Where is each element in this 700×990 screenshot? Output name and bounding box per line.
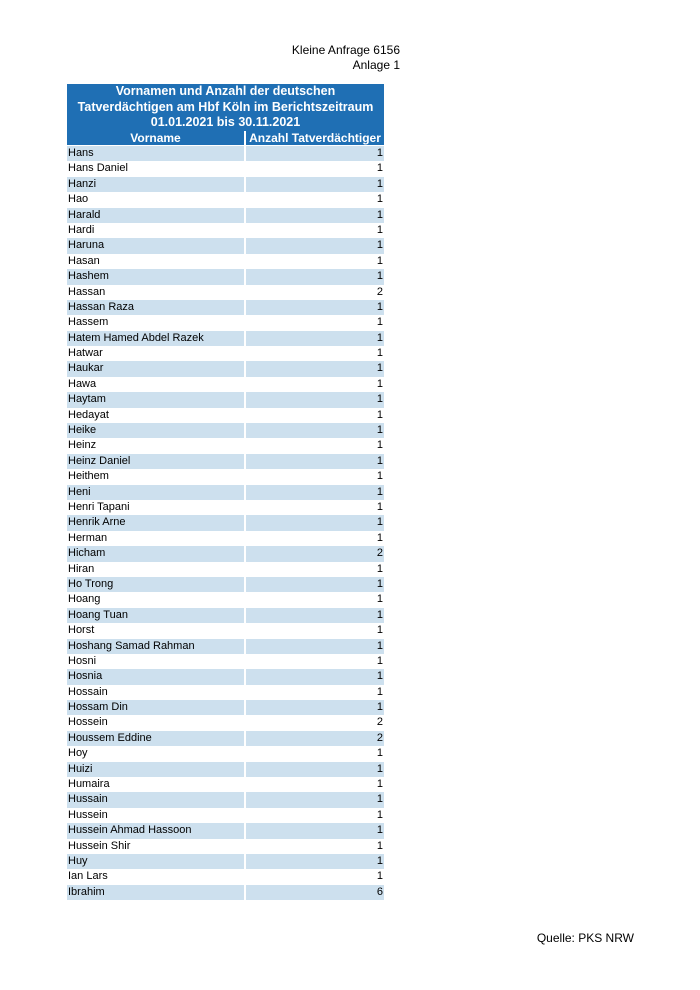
table-row bbox=[67, 346, 384, 361]
cell-first-name: Heithem bbox=[68, 470, 109, 483]
cell-suspect-count: 1 bbox=[376, 685, 383, 698]
table-header-row bbox=[67, 131, 384, 145]
table-row bbox=[67, 885, 384, 900]
cell-first-name: Hatem Hamed Abdel Razek bbox=[67, 331, 244, 346]
cell-first-name: Huizi bbox=[67, 762, 244, 777]
cell-suspect-count: 1 bbox=[246, 269, 384, 284]
cell-first-name: Hassem bbox=[68, 316, 109, 329]
cell-suspect-count: 1 bbox=[246, 669, 384, 684]
cell-suspect-count: 1 bbox=[376, 162, 383, 175]
cell-suspect-count: 1 bbox=[246, 854, 384, 869]
cell-first-name: Hossein bbox=[68, 716, 108, 729]
cell-suspect-count: 1 bbox=[246, 300, 384, 315]
table-row bbox=[67, 392, 384, 407]
cell-suspect-count: 1 bbox=[246, 454, 384, 469]
table-row bbox=[67, 562, 384, 577]
cell-suspect-count: 1 bbox=[376, 593, 383, 606]
table-row bbox=[67, 208, 384, 223]
cell-suspect-count: 1 bbox=[246, 177, 384, 192]
cell-suspect-count: 1 bbox=[376, 531, 383, 544]
table-row bbox=[67, 531, 384, 546]
table-body bbox=[67, 146, 384, 900]
cell-suspect-count: 1 bbox=[246, 485, 384, 500]
table-row bbox=[67, 654, 384, 669]
document-header bbox=[250, 43, 400, 73]
cell-first-name: Hussein bbox=[68, 808, 108, 821]
cell-suspect-count: 1 bbox=[376, 747, 383, 760]
cell-first-name: Hossain bbox=[68, 685, 108, 698]
cell-suspect-count: 1 bbox=[246, 238, 384, 253]
cell-suspect-count: 2 bbox=[246, 731, 384, 746]
table-row bbox=[67, 608, 384, 623]
table-row bbox=[67, 762, 384, 777]
cell-suspect-count: 1 bbox=[246, 577, 384, 592]
cell-first-name: Hossam Din bbox=[67, 700, 244, 715]
table-row bbox=[67, 254, 384, 269]
table-row bbox=[67, 146, 384, 161]
column-header-name: Vorname bbox=[67, 131, 244, 145]
cell-first-name: Henri Tapani bbox=[68, 500, 130, 513]
cell-first-name: Heni bbox=[67, 485, 244, 500]
cell-suspect-count: 1 bbox=[376, 778, 383, 791]
cell-first-name: Hosni bbox=[68, 654, 97, 667]
column-header-count: Anzahl Tatverdächtiger bbox=[246, 131, 384, 145]
cell-suspect-count: 2 bbox=[376, 285, 383, 298]
cell-first-name: Hasan bbox=[68, 254, 100, 267]
table-row bbox=[67, 808, 384, 823]
table-title-line-3: 01.01.2021 bis 30.11.2021 bbox=[150, 115, 301, 129]
cell-suspect-count: 1 bbox=[376, 316, 383, 329]
table-row bbox=[67, 223, 384, 238]
cell-first-name: Hans Daniel bbox=[68, 162, 128, 175]
table-row bbox=[67, 839, 384, 854]
cell-suspect-count: 1 bbox=[246, 762, 384, 777]
cell-first-name: Hicham bbox=[67, 546, 244, 561]
cell-first-name: Hoang bbox=[68, 593, 101, 606]
cell-first-name: Ho Trong bbox=[67, 577, 244, 592]
table-row bbox=[67, 269, 384, 284]
cell-first-name: Haytam bbox=[67, 392, 244, 407]
table-row bbox=[67, 669, 384, 684]
table-title-line-1: Vornamen und Anzahl der deutschen bbox=[115, 84, 336, 98]
cell-suspect-count: 1 bbox=[376, 562, 383, 575]
cell-first-name: Haukar bbox=[67, 361, 244, 376]
cell-suspect-count: 1 bbox=[376, 347, 383, 360]
source-note: Quelle: PKS NRW bbox=[536, 931, 634, 945]
cell-suspect-count: 1 bbox=[376, 870, 383, 883]
cell-first-name: Heinz Daniel bbox=[67, 454, 244, 469]
cell-first-name: Hussain bbox=[67, 792, 244, 807]
table-row bbox=[67, 454, 384, 469]
table-row bbox=[67, 731, 384, 746]
cell-first-name: Houssem Eddine bbox=[67, 731, 244, 746]
table-title-line-2: Tatverdächtigen am Hbf Köln im Berichtszeitraum bbox=[77, 99, 374, 114]
cell-first-name: Hanzi bbox=[67, 177, 244, 192]
cell-first-name: Hatwar bbox=[68, 347, 103, 360]
cell-suspect-count: 1 bbox=[376, 624, 383, 637]
table-row bbox=[67, 331, 384, 346]
table-row bbox=[67, 377, 384, 392]
cell-first-name: Hoang Tuan bbox=[67, 608, 244, 623]
cell-suspect-count: 1 bbox=[376, 377, 383, 390]
cell-first-name: Hashem bbox=[67, 269, 244, 284]
table-row bbox=[67, 361, 384, 376]
table-row bbox=[67, 161, 384, 176]
table-row bbox=[67, 238, 384, 253]
cell-suspect-count: 1 bbox=[376, 654, 383, 667]
cell-suspect-count: 1 bbox=[376, 839, 383, 852]
table-row bbox=[67, 777, 384, 792]
table-row bbox=[67, 438, 384, 453]
cell-first-name: Ian Lars bbox=[68, 870, 108, 883]
cell-suspect-count: 1 bbox=[376, 439, 383, 452]
cell-suspect-count: 2 bbox=[246, 546, 384, 561]
table-row bbox=[67, 869, 384, 884]
cell-suspect-count: 1 bbox=[376, 254, 383, 267]
table-row bbox=[67, 300, 384, 315]
table-row bbox=[67, 315, 384, 330]
table-row bbox=[67, 469, 384, 484]
table-row bbox=[67, 546, 384, 561]
table-row bbox=[67, 639, 384, 654]
cell-first-name: Hosnia bbox=[67, 669, 244, 684]
table-row bbox=[67, 792, 384, 807]
cell-suspect-count: 1 bbox=[246, 361, 384, 376]
cell-suspect-count: 1 bbox=[246, 639, 384, 654]
cell-first-name: Humaira bbox=[68, 778, 110, 791]
cell-first-name: Henrik Arne bbox=[67, 515, 244, 530]
table-row bbox=[67, 746, 384, 761]
table-row bbox=[67, 854, 384, 869]
cell-suspect-count: 1 bbox=[246, 331, 384, 346]
cell-first-name: Harald bbox=[67, 208, 244, 223]
table-row bbox=[67, 823, 384, 838]
cell-suspect-count: 1 bbox=[246, 608, 384, 623]
cell-first-name: Hussein Shir bbox=[68, 839, 131, 852]
names-table bbox=[67, 84, 384, 900]
cell-first-name: Heinz bbox=[68, 439, 97, 452]
cell-suspect-count: 2 bbox=[376, 716, 383, 729]
cell-suspect-count: 1 bbox=[246, 823, 384, 838]
cell-first-name: Hassan bbox=[68, 285, 106, 298]
cell-first-name: Hoy bbox=[68, 747, 88, 760]
table-title bbox=[67, 84, 384, 131]
cell-first-name: Huy bbox=[67, 854, 244, 869]
table-row bbox=[67, 285, 384, 300]
cell-suspect-count: 1 bbox=[376, 808, 383, 821]
cell-first-name: Hussein Ahmad Hassoon bbox=[67, 823, 244, 838]
cell-first-name: Hao bbox=[68, 193, 89, 206]
cell-suspect-count: 1 bbox=[376, 500, 383, 513]
cell-suspect-count: 1 bbox=[376, 193, 383, 206]
table-row bbox=[67, 592, 384, 607]
cell-first-name: Hawa bbox=[68, 377, 97, 390]
cell-first-name: Ibrahim bbox=[67, 885, 244, 900]
table-row bbox=[67, 423, 384, 438]
cell-first-name: Hiran bbox=[68, 562, 95, 575]
cell-first-name: Herman bbox=[68, 531, 108, 544]
table-row bbox=[67, 500, 384, 515]
cell-suspect-count: 1 bbox=[376, 223, 383, 236]
table-row bbox=[67, 577, 384, 592]
cell-first-name: Heike bbox=[67, 423, 244, 438]
cell-first-name: Hoshang Samad Rahman bbox=[67, 639, 244, 654]
cell-suspect-count: 1 bbox=[246, 423, 384, 438]
table-row bbox=[67, 685, 384, 700]
table-row bbox=[67, 177, 384, 192]
cell-first-name: Hardi bbox=[68, 223, 95, 236]
cell-suspect-count: 1 bbox=[246, 392, 384, 407]
cell-first-name: Hedayat bbox=[68, 408, 109, 421]
cell-suspect-count: 1 bbox=[246, 146, 384, 161]
cell-first-name: Hans bbox=[67, 146, 244, 161]
table-row bbox=[67, 192, 384, 207]
cell-first-name: Haruna bbox=[67, 238, 244, 253]
table-row bbox=[67, 485, 384, 500]
cell-suspect-count: 1 bbox=[246, 700, 384, 715]
cell-suspect-count: 1 bbox=[246, 792, 384, 807]
cell-first-name: Horst bbox=[68, 624, 95, 637]
table-row bbox=[67, 408, 384, 423]
table-row bbox=[67, 623, 384, 638]
cell-suspect-count: 1 bbox=[376, 408, 383, 421]
cell-suspect-count: 1 bbox=[246, 208, 384, 223]
table-row bbox=[67, 700, 384, 715]
cell-suspect-count: 6 bbox=[246, 885, 384, 900]
cell-first-name: Hassan Raza bbox=[67, 300, 244, 315]
attachment-label: Anlage 1 bbox=[352, 58, 400, 72]
table-row bbox=[67, 515, 384, 530]
inquiry-number: Kleine Anfrage 6156 bbox=[291, 43, 400, 57]
table-row bbox=[67, 715, 384, 730]
cell-suspect-count: 1 bbox=[246, 515, 384, 530]
cell-suspect-count: 1 bbox=[376, 470, 383, 483]
